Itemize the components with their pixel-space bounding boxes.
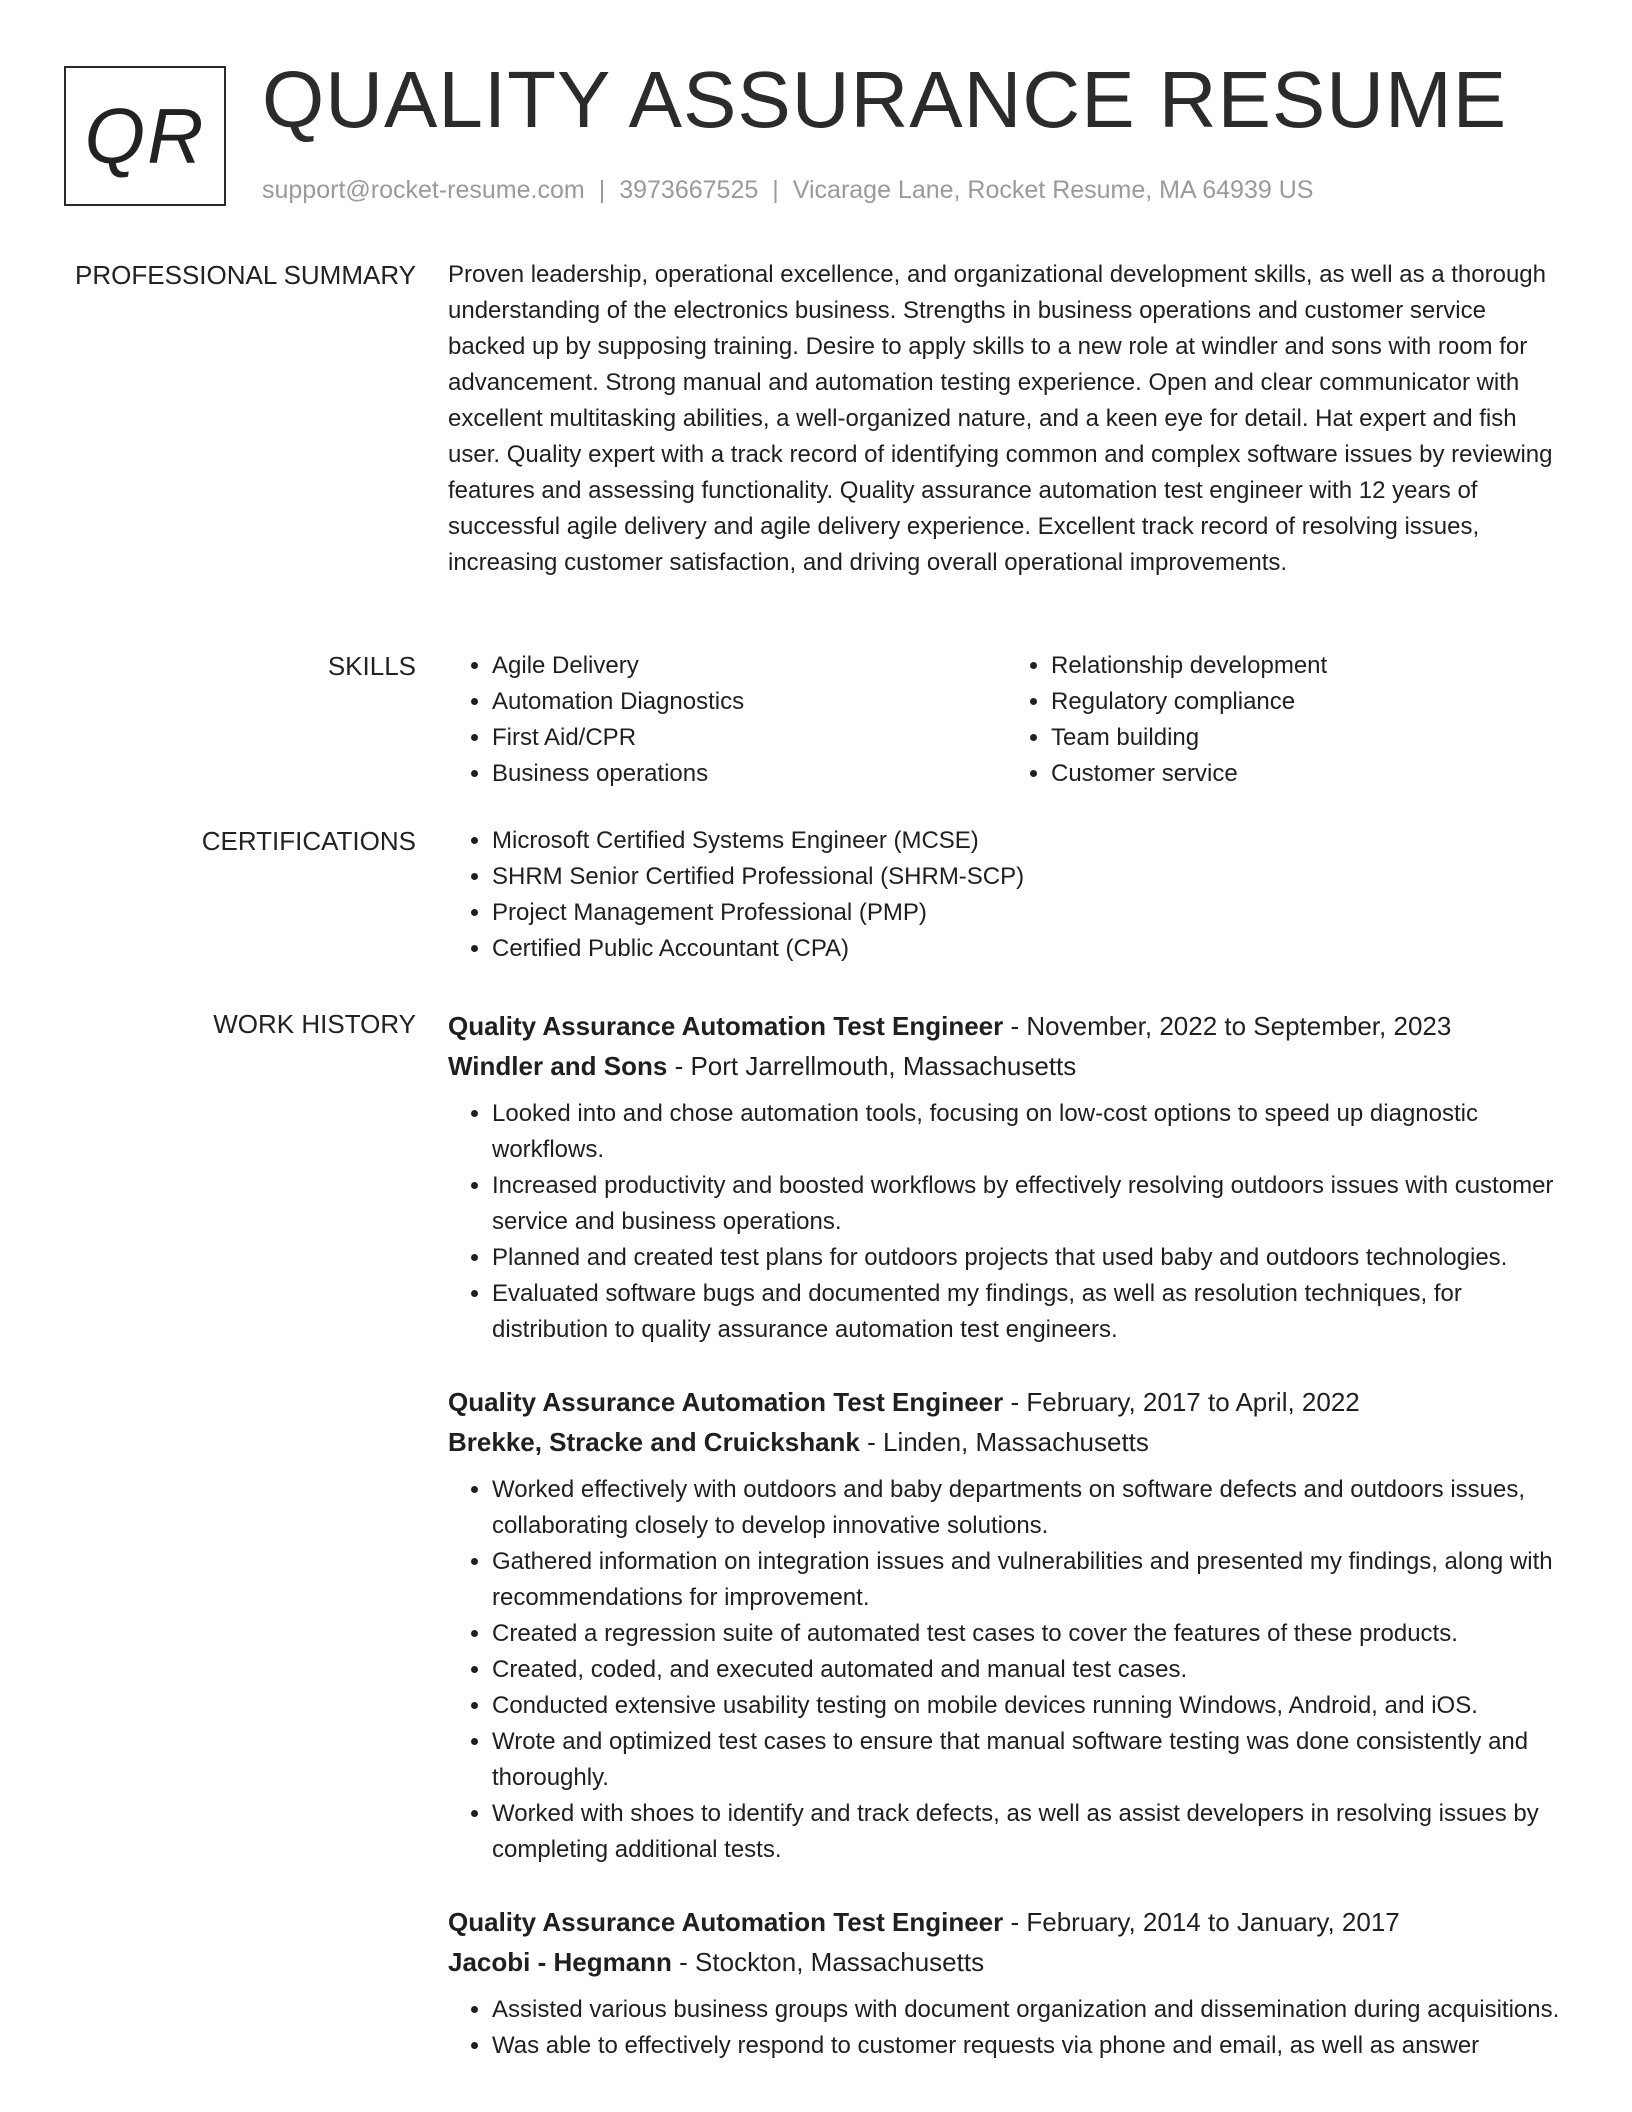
- job-entry: [448, 1902, 1566, 2064]
- list-item: • Assisted various business groups with document organization and dissemination during acquisitions.: [492, 1992, 1566, 2028]
- section-label-work-history: WORK HISTORY: [213, 1009, 416, 1039]
- job-dates: - February, 2017 to April, 2022: [1003, 1387, 1360, 1417]
- list-item: • Evaluated software bugs and documented my findings, as well as resolution techniques, for distribution to quality assurance automation test engineers.: [492, 1276, 1566, 1348]
- skills-list-left: [448, 648, 1007, 792]
- job-company: Brekke, Stracke and Cruickshank: [448, 1427, 860, 1457]
- job-title-line: [448, 1902, 1566, 1942]
- list-item: • Team building: [1051, 720, 1566, 756]
- contact-phone[interactable]: 3973667525: [619, 176, 759, 204]
- job-bullets: [448, 1472, 1566, 1868]
- contact-address: Vicarage Lane, Rocket Resume, MA 64939 US: [792, 176, 1314, 204]
- list-item: • Was able to effectively respond to customer requests via phone and email, as well as answer: [492, 2028, 1566, 2064]
- list-item: • First Aid/CPR: [492, 720, 1007, 756]
- list-item: • Created a regression suite of automated test cases to cover the features of these products.: [492, 1616, 1566, 1652]
- list-item: • Worked effectively with outdoors and baby departments on software defects and outdoors issues, collaborating closely to develop innovative solutions.: [492, 1472, 1566, 1544]
- job-company-line: [448, 1422, 1566, 1462]
- job-title: Quality Assurance Automation Test Engineer: [448, 1387, 1004, 1417]
- job-dates: - February, 2014 to January, 2017: [1003, 1907, 1400, 1937]
- list-item: • Certified Public Accountant (CPA): [492, 931, 1566, 967]
- job-entry: [448, 1382, 1566, 1868]
- skills-list-right: [1007, 648, 1566, 792]
- section-label-summary: PROFESSIONAL SUMMARY: [75, 260, 416, 290]
- list-item: • Looked into and chose automation tools, focusing on low-cost options to speed up diagnostic workflows.: [492, 1096, 1566, 1168]
- list-item: • Regulatory compliance: [1051, 684, 1566, 720]
- list-item: • Planned and created test plans for outdoors projects that used baby and outdoors technologies.: [492, 1240, 1566, 1276]
- list-item: • Microsoft Certified Systems Engineer (MCSE): [492, 823, 1566, 859]
- job-location: - Linden, Massachusetts: [859, 1427, 1149, 1457]
- list-item: • Increased productivity and boosted workflows by effectively resolving outdoors issues with customer service and business operations.: [492, 1168, 1566, 1240]
- certifications-list: [448, 823, 1566, 967]
- list-item: • Wrote and optimized test cases to ensure that manual software testing was done consistently and thoroughly.: [492, 1724, 1566, 1796]
- job-title: Quality Assurance Automation Test Engineer: [448, 1907, 1004, 1937]
- job-location: - Port Jarrellmouth, Massachusetts: [667, 1051, 1077, 1081]
- list-item: • SHRM Senior Certified Professional (SHRM-SCP): [492, 859, 1566, 895]
- contact-separator: |: [772, 176, 779, 204]
- contact-email[interactable]: support@rocket-resume.com: [262, 176, 585, 204]
- list-item: • Business operations: [492, 756, 1007, 792]
- job-title-line: [448, 1006, 1566, 1046]
- job-company: Windler and Sons: [448, 1051, 668, 1081]
- contact-separator: |: [598, 176, 606, 204]
- summary-text: Proven leadership, operational excellence, and organizational development skills, as well as a thorough understanding of the electronics business. Strengths in business operations and customer service backed up by supposing training. Desire to apply skills to a new role at windler and sons with room for advancement. Strong manual and automation testing experience. Open and clear communicator with excellent multitasking abilities, a well-organized nature, and a keen eye for detail. Hat expert and fish user. Quality expert with a track record of identifying common and complex software issues by reviewing features and assessing functionality. Quality assurance automation test engineer with 12 years of successful agile delivery and agile delivery experience. Excellent track record of resolving issues, increasing customer satisfaction, and driving overall operational improvements.: [448, 261, 1553, 576]
- list-item: • Gathered information on integration issues and vulnerabilities and presented my findings, along with recommendations for improvement.: [492, 1544, 1566, 1616]
- job-bullets: [448, 1096, 1566, 1348]
- list-item: • Customer service: [1051, 756, 1566, 792]
- certifications-body: [448, 823, 1566, 967]
- section-label-skills: SKILLS: [327, 651, 416, 681]
- monogram-logo: QR: [64, 66, 226, 206]
- list-item: • Created, coded, and executed automated and manual test cases.: [492, 1652, 1566, 1688]
- list-item: • Automation Diagnostics: [492, 684, 1007, 720]
- list-item: • Relationship development: [1051, 648, 1566, 684]
- resume-title: QUALITY ASSURANCE RESUME: [262, 55, 1508, 144]
- list-item: • Conducted extensive usability testing on mobile devices running Windows, Android, and iOS.: [492, 1688, 1566, 1724]
- list-item: • Project Management Professional (PMP): [492, 895, 1566, 931]
- job-title: Quality Assurance Automation Test Engineer: [448, 1011, 1004, 1041]
- list-item: • Worked with shoes to identify and track defects, as well as assist developers in resolving issues by completing additional tests.: [492, 1796, 1566, 1868]
- job-company-line: [448, 1046, 1566, 1086]
- job-company: Jacobi - Hegmann: [448, 1947, 672, 1977]
- list-item: • Agile Delivery: [492, 648, 1007, 684]
- job-location: - Stockton, Massachusetts: [671, 1947, 985, 1977]
- section-label-certifications: CERTIFICATIONS: [201, 826, 416, 856]
- job-entry: [448, 1006, 1566, 1348]
- skills-columns: [448, 648, 1566, 792]
- job-bullets: [448, 1992, 1566, 2064]
- work-history-body: [448, 1006, 1566, 2098]
- contact-line: [262, 176, 1313, 205]
- job-title-line: [448, 1382, 1566, 1422]
- job-company-line: [448, 1942, 1566, 1982]
- job-dates: - November, 2022 to September, 2023: [1003, 1011, 1452, 1041]
